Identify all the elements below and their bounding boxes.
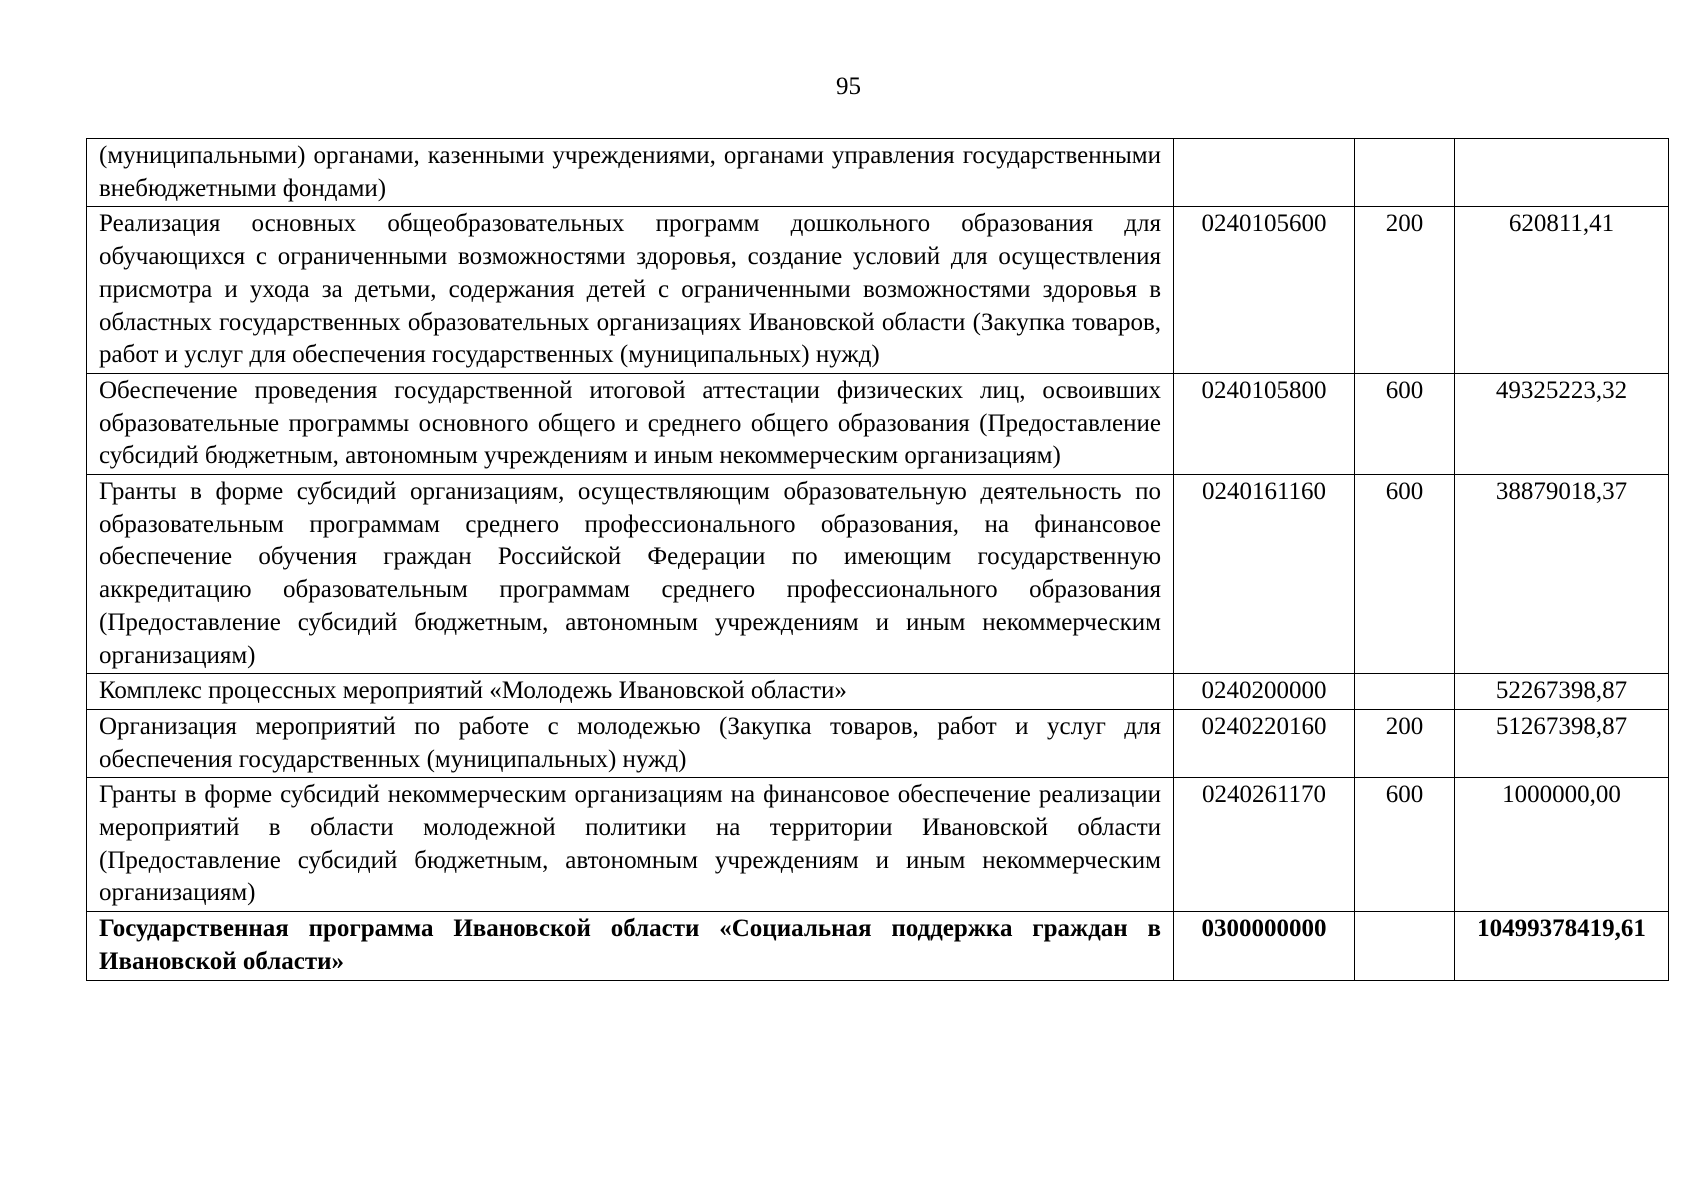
row-code: [1174, 139, 1355, 207]
row-name: Гранты в форме субсидий некоммерческим организациям на финансовое обеспечение реализации мероприятий в области молодежной политики на территории Ивановской области (Предоставление субсидий бюджетным, автономным учреждениям и иным некоммерческим организациям): [87, 778, 1174, 912]
row-sum: 38879018,37: [1455, 475, 1669, 674]
row-sum: 49325223,32: [1455, 373, 1669, 474]
row-sum: 51267398,87: [1455, 709, 1669, 777]
table-row: [87, 709, 1669, 777]
table-row: [87, 778, 1669, 912]
row-expense-type: [1355, 912, 1455, 980]
row-code: 0300000000: [1174, 912, 1355, 980]
row-expense-type: 600: [1355, 475, 1455, 674]
table-row-program-total: [87, 912, 1669, 980]
row-code: 0240220160: [1174, 709, 1355, 777]
row-expense-type: [1355, 674, 1455, 710]
row-name: Комплекс процессных мероприятий «Молодежь Ивановской области»: [87, 674, 1174, 710]
row-name: Гранты в форме субсидий организациям, осуществляющим образовательную деятельность по образовательным программам среднего профессионального образования, на финансовое обеспечение обучения граждан Российской Федерации по имеющим государственную аккредитацию образовательным программам среднего профессионального образования (Предоставление субсидий бюджетным, автономным учреждениям и иным некоммерческим организациям): [87, 475, 1174, 674]
table-row: [87, 475, 1669, 674]
row-name: (муниципальными) органами, казенными учреждениями, органами управления государственными внебюджетными фондами): [87, 139, 1174, 207]
row-sum: 1000000,00: [1455, 778, 1669, 912]
budget-table: [86, 138, 1669, 981]
row-sum: 10499378419,61: [1455, 912, 1669, 980]
row-name: Государственная программа Ивановской области «Социальная поддержка граждан в Ивановской области»: [87, 912, 1174, 980]
row-code: 0240261170: [1174, 778, 1355, 912]
row-sum: 620811,41: [1455, 207, 1669, 374]
row-expense-type: 600: [1355, 373, 1455, 474]
row-code: 0240161160: [1174, 475, 1355, 674]
page-number: 95: [836, 73, 861, 100]
row-expense-type: 600: [1355, 778, 1455, 912]
row-code: 0240200000: [1174, 674, 1355, 710]
row-code: 0240105600: [1174, 207, 1355, 374]
table-row: [87, 674, 1669, 710]
row-expense-type: [1355, 139, 1455, 207]
table-row: [87, 139, 1669, 207]
row-expense-type: 200: [1355, 207, 1455, 374]
row-name: Обеспечение проведения государственной итоговой аттестации физических лиц, освоивших образовательные программы основного общего и среднего общего образования (Предоставление субсидий бюджетным, автономным учреждениям и иным некоммерческим организациям): [87, 373, 1174, 474]
table-row: [87, 373, 1669, 474]
row-sum: [1455, 139, 1669, 207]
row-name: Организация мероприятий по работе с молодежью (Закупка товаров, работ и услуг для обеспечения государственных (муниципальных) нужд): [87, 709, 1174, 777]
table-row: [87, 207, 1669, 374]
row-sum: 52267398,87: [1455, 674, 1669, 710]
row-name: Реализация основных общеобразовательных программ дошкольного образования для обучающихся с ограниченными возможностями здоровья, создание условий для осуществления присмотра и ухода за детьми, содержания детей с ограниченными возможностями здоровья в областных государственных образовательных организациях Ивановской области (Закупка товаров, работ и услуг для обеспечения государственных (муниципальных) нужд): [87, 207, 1174, 374]
row-expense-type: 200: [1355, 709, 1455, 777]
row-code: 0240105800: [1174, 373, 1355, 474]
